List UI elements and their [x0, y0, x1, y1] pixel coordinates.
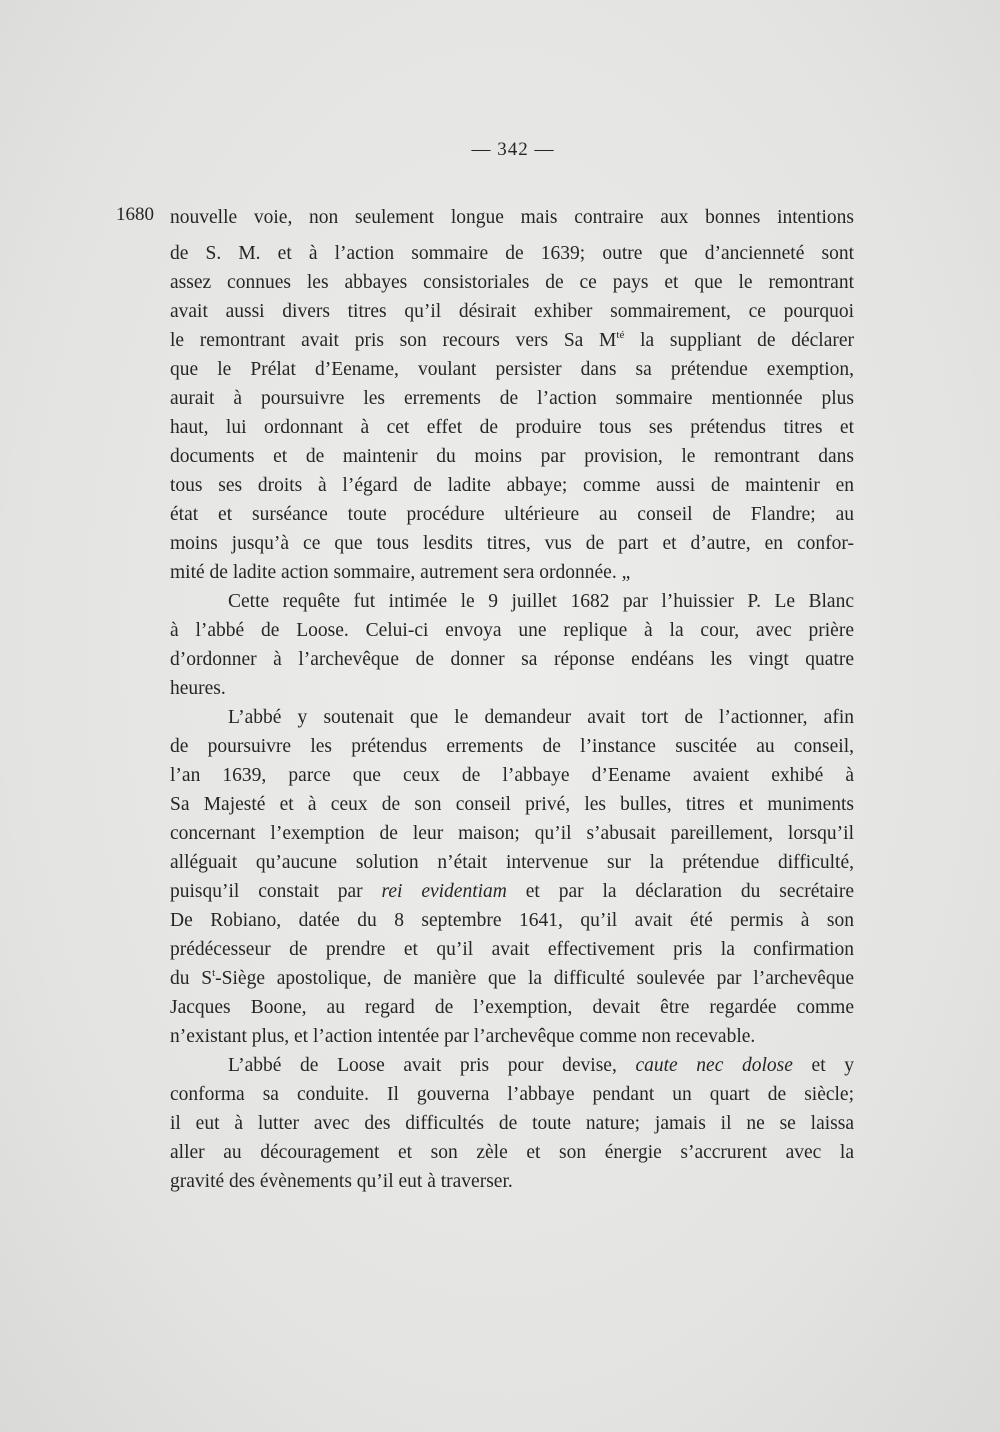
text-line: [170, 1051, 854, 1080]
text-segment: et y: [792, 1055, 854, 1076]
text-line: [170, 964, 854, 993]
text-line: concernant l’exemption de leur maison; qu’il s’abusait pareillement, lorsqu’il: [170, 823, 854, 844]
text-line: conforma sa conduite. Il gouverna l’abbaye pendant un quart de siècle;: [170, 1084, 854, 1105]
text-line: de S. M. et à l’action sommaire de 1639; outre que d’ancienneté sont: [170, 243, 854, 264]
text-line: aurait à poursuivre les errements de l’action sommaire mentionnée plus: [170, 388, 854, 409]
italic-phrase: caute nec dolose: [635, 1055, 793, 1076]
text-line: aller au découragement et son zèle et son énergie s’accrurent avec la: [170, 1142, 854, 1163]
margin-year: 1680: [116, 204, 154, 225]
text-segment: la suppliant de déclarer: [624, 330, 854, 351]
text-line: que le Prélat d’Eename, voulant persister dans sa prétendue exemption,: [170, 359, 854, 380]
text-line: [170, 326, 854, 355]
text-segment: -Siège apostolique, de manière que la difficulté soulevée par l’archevêque: [215, 968, 854, 989]
text-line: De Robiano, datée du 8 septembre 1641, qu’il avait été permis à son: [170, 910, 854, 931]
text-line: état et surséance toute procédure ultérieure au conseil de Flandre; au: [170, 504, 854, 525]
text-line: à l’abbé de Loose. Celui-ci envoya une replique à la cour, avec prière: [170, 620, 854, 641]
text-line: tous ses droits à l’égard de ladite abbaye; comme aussi de maintenir en: [170, 475, 854, 496]
text-line: gravité des évènements qu’il eut à traverser.: [170, 1171, 513, 1192]
text-line: L’abbé y soutenait que le demandeur avait tort de l’actionner, afin: [228, 707, 854, 728]
text-line: Jacques Boone, au regard de l’exemption, devait être regardée comme: [170, 997, 854, 1018]
text-line: de poursuivre les prétendus errements de l’instance suscitée au conseil,: [170, 736, 854, 757]
text-line: heures.: [170, 678, 226, 699]
text-line: haut, lui ordonnant à cet effet de produire tous ses prétendus titres et: [170, 417, 854, 438]
text-segment: L’abbé de Loose avait pris pour devise,: [228, 1055, 636, 1076]
text-line: Cette requête fut intimée le 9 juillet 1682 par l’huissier P. Le Blanc: [228, 591, 854, 612]
text-line: documents et de maintenir du moins par provision, le remontrant dans: [170, 446, 854, 467]
italic-phrase: rei evidentiam: [381, 881, 507, 902]
text-line: moins jusqu’à ce que tous lesdits titres, vus de part et d’autre, en confor-: [170, 533, 854, 554]
text-segment: du S: [170, 968, 213, 989]
page-number: — 342 —: [471, 139, 555, 160]
text-line: l’an 1639, parce que ceux de l’abbaye d’Eename avaient exhibé à: [170, 765, 854, 786]
text-segment: puisqu’il constait par: [170, 881, 382, 902]
text-line: prédécesseur de prendre et qu’il avait effectivement pris la confirmation: [170, 939, 854, 960]
text-line: nouvelle voie, non seulement longue mais contraire aux bonnes intentions: [170, 207, 854, 228]
text-line: mité de ladite action sommaire, autrement sera ordonnée. „: [170, 562, 631, 583]
text-line: n’existant plus, et l’action intentée par l’archevêque comme non recevable.: [170, 1026, 756, 1047]
text-line: assez connues les abbayes consistoriales de ce pays et que le remontrant: [170, 272, 854, 293]
text-segment: et par la déclaration du secrétaire: [506, 881, 854, 902]
text-line: d’ordonner à l’archevêque de donner sa réponse endéans les vingt quatre: [170, 649, 854, 670]
text-line: alléguait qu’aucune solution n’était intervenue sur la prétendue difficulté,: [170, 852, 854, 873]
text-line: [170, 877, 854, 906]
superscript: té: [616, 329, 625, 341]
text-line: il eut à lutter avec des difficultés de toute nature; jamais il ne se laissa: [170, 1113, 854, 1134]
text-line: avait aussi divers titres qu’il désirait exhiber sommairement, ce pourquoi: [170, 301, 854, 322]
text-segment: le remontrant avait pris son recours vers Sa M: [170, 330, 617, 351]
text-line: Sa Majesté et à ceux de son conseil privé, les bulles, titres et muniments: [170, 794, 854, 815]
superscript: t: [212, 967, 216, 979]
